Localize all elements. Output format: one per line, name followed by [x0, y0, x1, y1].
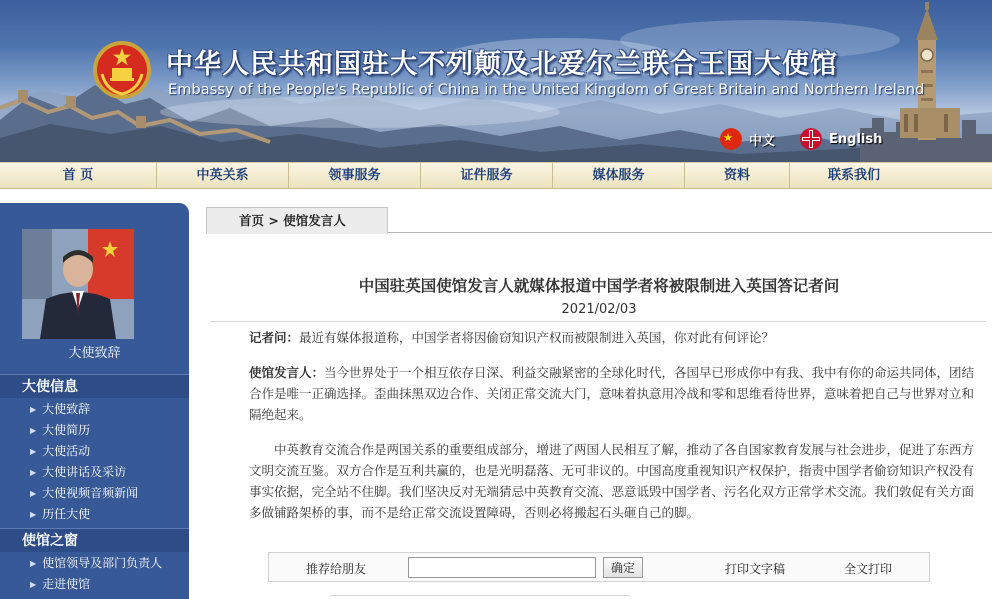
triangle-right-icon: ▶ [30, 426, 37, 435]
language-chinese-link[interactable] [720, 128, 775, 150]
triangle-right-icon: ▶ [30, 489, 37, 498]
article-paragraph-2: 中英教育交流合作是两国关系的重要组成部分，增进了两国人民相互了解，推动了各自国家教育发展与社会进步，促进了东西方文明交流互鉴。双方合作是互利共赢的，也是光明磊落、无可非议的。中国高度重视知识产权保护，指责中国学者偷窃知识产权没有事实依据，完全站不住脚。我们坚决反对无端猜忌中英教育交流、恶意诋毁中国学者、污名化双方正常学术交流。我们敦促有关方面多做铺路架桥的事，而不是给正常交流设置障碍，否则必将搬起石头砸自己的脚。 [249, 442, 975, 520]
ambassador-photo[interactable] [22, 229, 134, 339]
language-english-link[interactable] [800, 128, 882, 150]
sidebar-item-ambassador-activities[interactable] [0, 441, 189, 462]
embassy-title-en: Embassy of the People's Republic of China in the United Kingdom of Great Britain and Northern Ireland [168, 82, 925, 98]
ambassador-caption[interactable]: 大使致辞 [68, 346, 121, 361]
header-banner [0, 0, 992, 162]
section-title-embassy-window: 使馆之窗 [0, 528, 189, 552]
sidebar-item-label: 大使简历 [42, 423, 91, 437]
nav-contact-us[interactable]: 联系我们 [827, 168, 880, 183]
triangle-right-icon: ▶ [30, 510, 37, 519]
sidebar-item-former-ambassadors[interactable] [0, 504, 189, 525]
sidebar-item-ambassador-resume[interactable] [0, 420, 189, 441]
language-chinese-label: 中文 [749, 133, 776, 149]
sidebar-item-label: 历任大使 [42, 507, 91, 521]
ambassador-portrait-image [22, 229, 134, 339]
confirm-button[interactable]: 确定 [603, 557, 643, 578]
article-toolbar [268, 552, 930, 582]
question-text: 最近有媒体报道称，中国学者将因偷窃知识产权而被限制进入英国，你对此有何评论？ [299, 330, 775, 345]
sidebar-item-label: 大使视频音频新闻 [42, 486, 139, 500]
triangle-right-icon: ▶ [30, 405, 37, 414]
sidebar-item-label: 大使讲话及采访 [42, 465, 127, 479]
main-nav [0, 162, 992, 189]
nav-china-uk-relations[interactable]: 中英关系 [157, 163, 289, 188]
article-divider [210, 321, 986, 322]
sidebar-item-label: 大使活动 [42, 444, 91, 458]
triangle-right-icon: ▶ [30, 447, 37, 456]
article-question [249, 327, 979, 348]
answer-text: 当今世界处于一个相互依存日深、利益交融紧密的全球化时代，各国早已形成你中有我、我中有你的命运共同体，团结合作是唯一正确选择。歪曲抹黑双边合作、关闭正常交流大门，意味着执意用冷战和零和思维看待世界，意味着把自己与世界对立和隔绝起来。 [249, 365, 975, 422]
sidebar-item-embassy-leaders[interactable] [0, 553, 189, 574]
sidebar-item-visit-embassy[interactable] [0, 574, 189, 595]
recommend-label: 推荐给朋友 [306, 562, 367, 576]
triangle-right-icon: ▶ [30, 559, 37, 568]
print-text-link[interactable]: 打印文字稿 [725, 562, 786, 576]
sidebar-item-label: 使馆领导及部门负责人 [42, 556, 163, 570]
section-title-ambassador-info: 大使信息 [0, 374, 189, 398]
sidebar-item-video-audio-news[interactable] [0, 483, 189, 504]
national-emblem-icon [92, 40, 152, 100]
nav-media-services[interactable]: 媒体服务 [553, 163, 685, 188]
sidebar-item-label: 大使致辞 [42, 402, 91, 416]
uk-flag-icon [800, 128, 822, 150]
footer-divider [330, 595, 630, 596]
nav-resources[interactable]: 资料 [685, 163, 790, 188]
sidebar-item-ambassador-message[interactable] [0, 399, 189, 420]
breadcrumb-home-link[interactable]: 首页 [239, 213, 265, 228]
recommend-email-input[interactable] [408, 557, 596, 578]
nav-consular-services[interactable]: 领事服务 [289, 163, 421, 188]
language-english-label: English [829, 131, 883, 147]
china-flag-icon [720, 128, 742, 150]
sidebar-item-label: 走进使馆 [42, 577, 91, 591]
sidebar-item-speeches-interviews[interactable] [0, 462, 189, 483]
breadcrumb-tab [206, 207, 388, 234]
article-answer [249, 362, 979, 425]
print-full-link[interactable]: 全文打印 [844, 562, 893, 576]
sidebar [0, 203, 189, 599]
triangle-right-icon: ▶ [30, 580, 37, 589]
nav-document-services[interactable]: 证件服务 [421, 163, 553, 188]
article-title: 中国驻英国使馆发言人就媒体报道中国学者将被限制进入英国答记者问 [358, 277, 840, 295]
embassy-title-cn: 中华人民共和国驻大不列颠及北爱尔兰联合王国大使馆 [166, 49, 838, 80]
breadcrumb [206, 203, 992, 233]
question-speaker: 记者问： [249, 330, 300, 345]
breadcrumb-separator: > [268, 213, 279, 228]
triangle-right-icon: ▶ [30, 468, 37, 477]
answer-speaker: 使馆发言人： [249, 365, 325, 380]
nav-home[interactable]: 首 页 [0, 163, 157, 188]
breadcrumb-current[interactable]: 使馆发言人 [283, 213, 346, 228]
article-date: 2021/02/03 [561, 302, 637, 317]
